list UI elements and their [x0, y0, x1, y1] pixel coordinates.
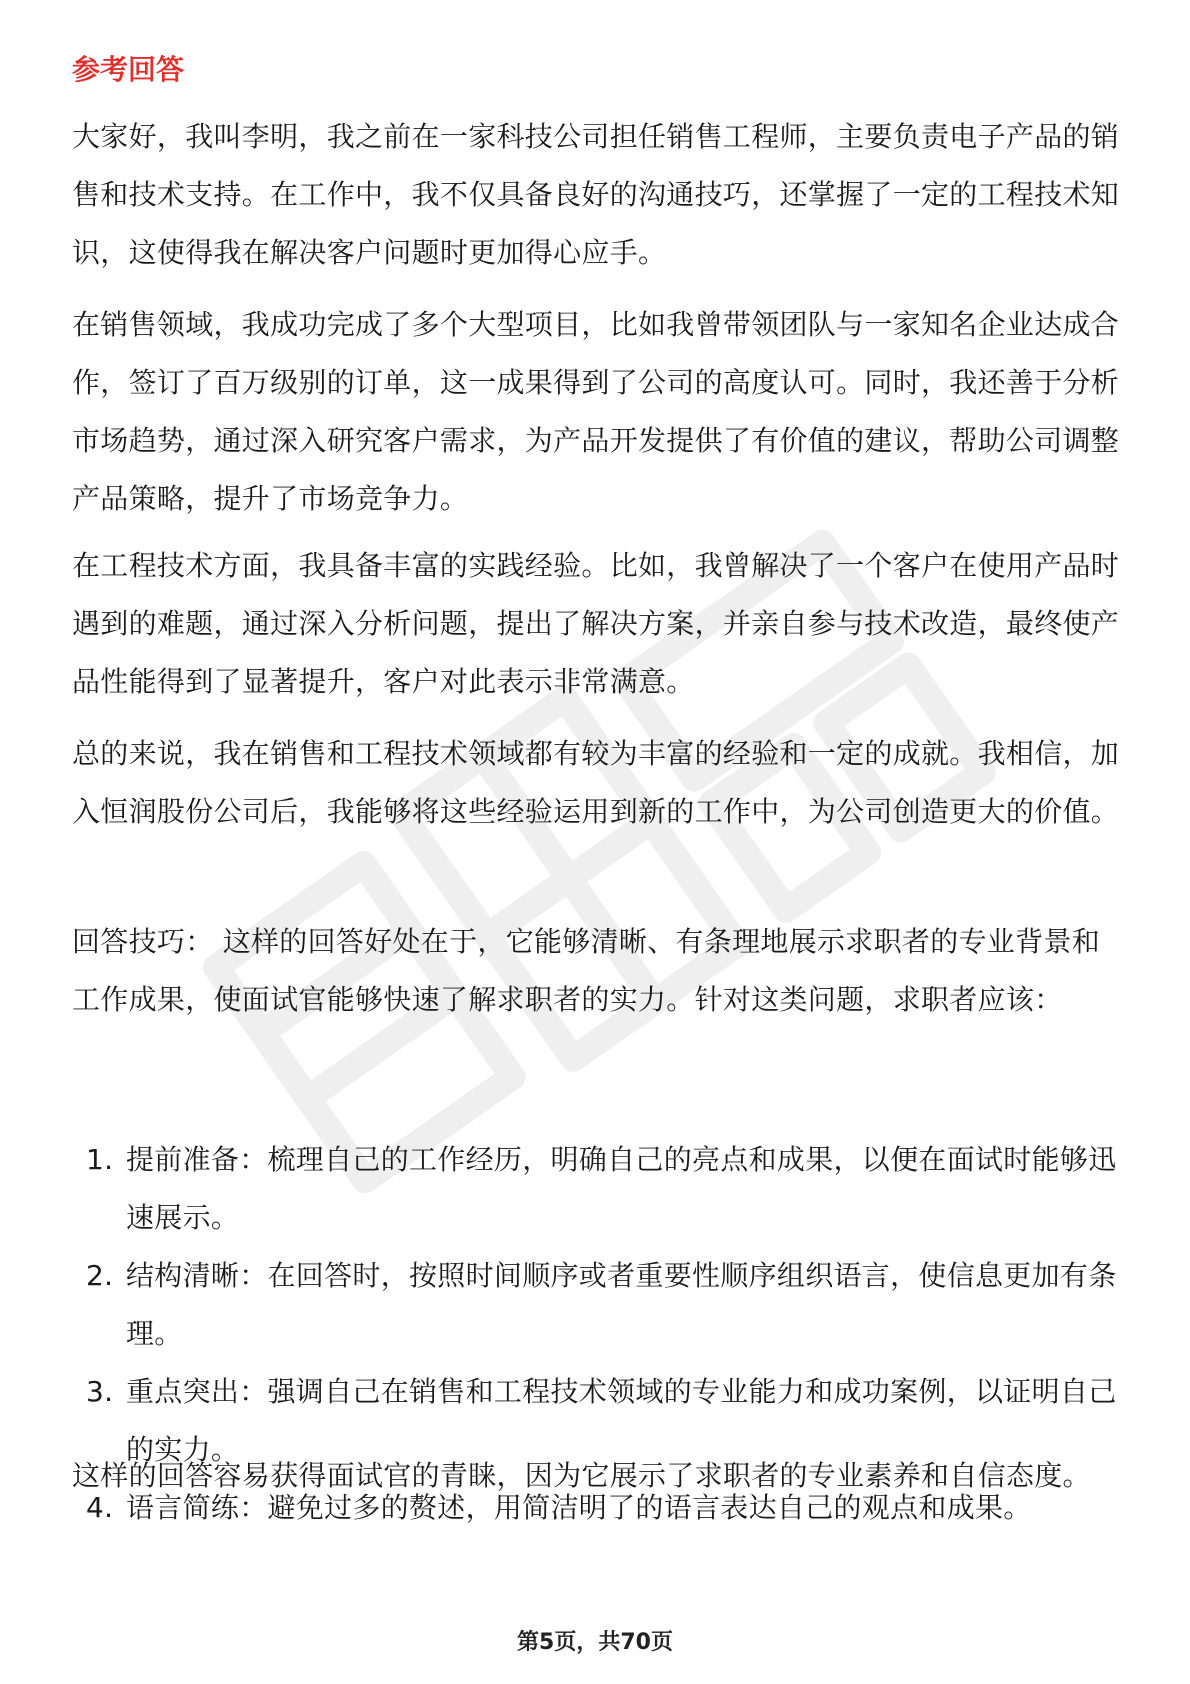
- answer-paragraph-3: 在工程技术方面，我具备丰富的实践经验。比如，我曾解决了一个客户在使用产品时遇到的难题，通过深入分析问题，提出了解决方案，并亲自参与技术改造，最终使产品性能得到了显著提升，客户对此表示非常满意。: [72, 549, 1120, 698]
- list-item-text: 重点突出：强调自己在销售和工程技术领域的专业能力和成功案例，以证明自己的实力。: [126, 1375, 1117, 1466]
- list-item-text: 语言简练：避免过多的赘述，用简洁明了的语言表达自己的观点和成果。: [126, 1491, 1032, 1524]
- answer-paragraph-4: 总的来说，我在销售和工程技术领域都有较为丰富的经验和一定的成就。我相信，加入恒润股份公司后，我能够将这些经验运用到新的工作中，为公司创造更大的价值。: [72, 737, 1120, 828]
- list-item: [72, 1247, 1132, 1363]
- page-number: 第5页，共70页: [517, 1630, 673, 1655]
- closing-paragraph: 这样的回答容易获得面试官的青睐，因为它展示了求职者的专业素养和自信态度。: [72, 1459, 1091, 1492]
- tips-intro-paragraph: 回答技巧： 这样的回答好处在于，它能够清晰、有条理地展示求职者的专业背景和工作成果，使面试官能够快速了解求职者的实力。针对这类问题，求职者应该：: [72, 925, 1101, 1016]
- list-item-text: 结构清晰：在回答时，按照时间顺序或者重要性顺序组织语言，使信息更加有条理。: [126, 1259, 1117, 1350]
- list-item-text: 提前准备：梳理自己的工作经历，明确自己的亮点和成果，以便在面试时能够迅速展示。: [126, 1143, 1117, 1234]
- answer-paragraph-2: 在销售领域，我成功完成了多个大型项目，比如我曾带领团队与一家知名企业达成合作，签订了百万级别的订单，这一成果得到了公司的高度认可。同时，我还善于分析市场趋势，通过深入研究客户需求，为产品开发提供了有价值的建议，帮助公司调整产品策略，提升了市场竞争力。: [72, 308, 1120, 515]
- list-item-number: 1.: [86, 1143, 114, 1176]
- list-item-number: 3.: [86, 1375, 114, 1408]
- list-item-number: 2.: [86, 1259, 114, 1292]
- list-item: [72, 1131, 1132, 1247]
- answer-paragraph-1: 大家好，我叫李明，我之前在一家科技公司担任销售工程师，主要负责电子产品的销售和技术支持。在工作中，我不仅具备良好的沟通技巧，还掌握了一定的工程技术知识，这使得我在解决客户问题时更加得心应手。: [72, 120, 1120, 269]
- section-heading: 参考回答: [72, 53, 185, 86]
- list-item-number: 4.: [86, 1491, 114, 1524]
